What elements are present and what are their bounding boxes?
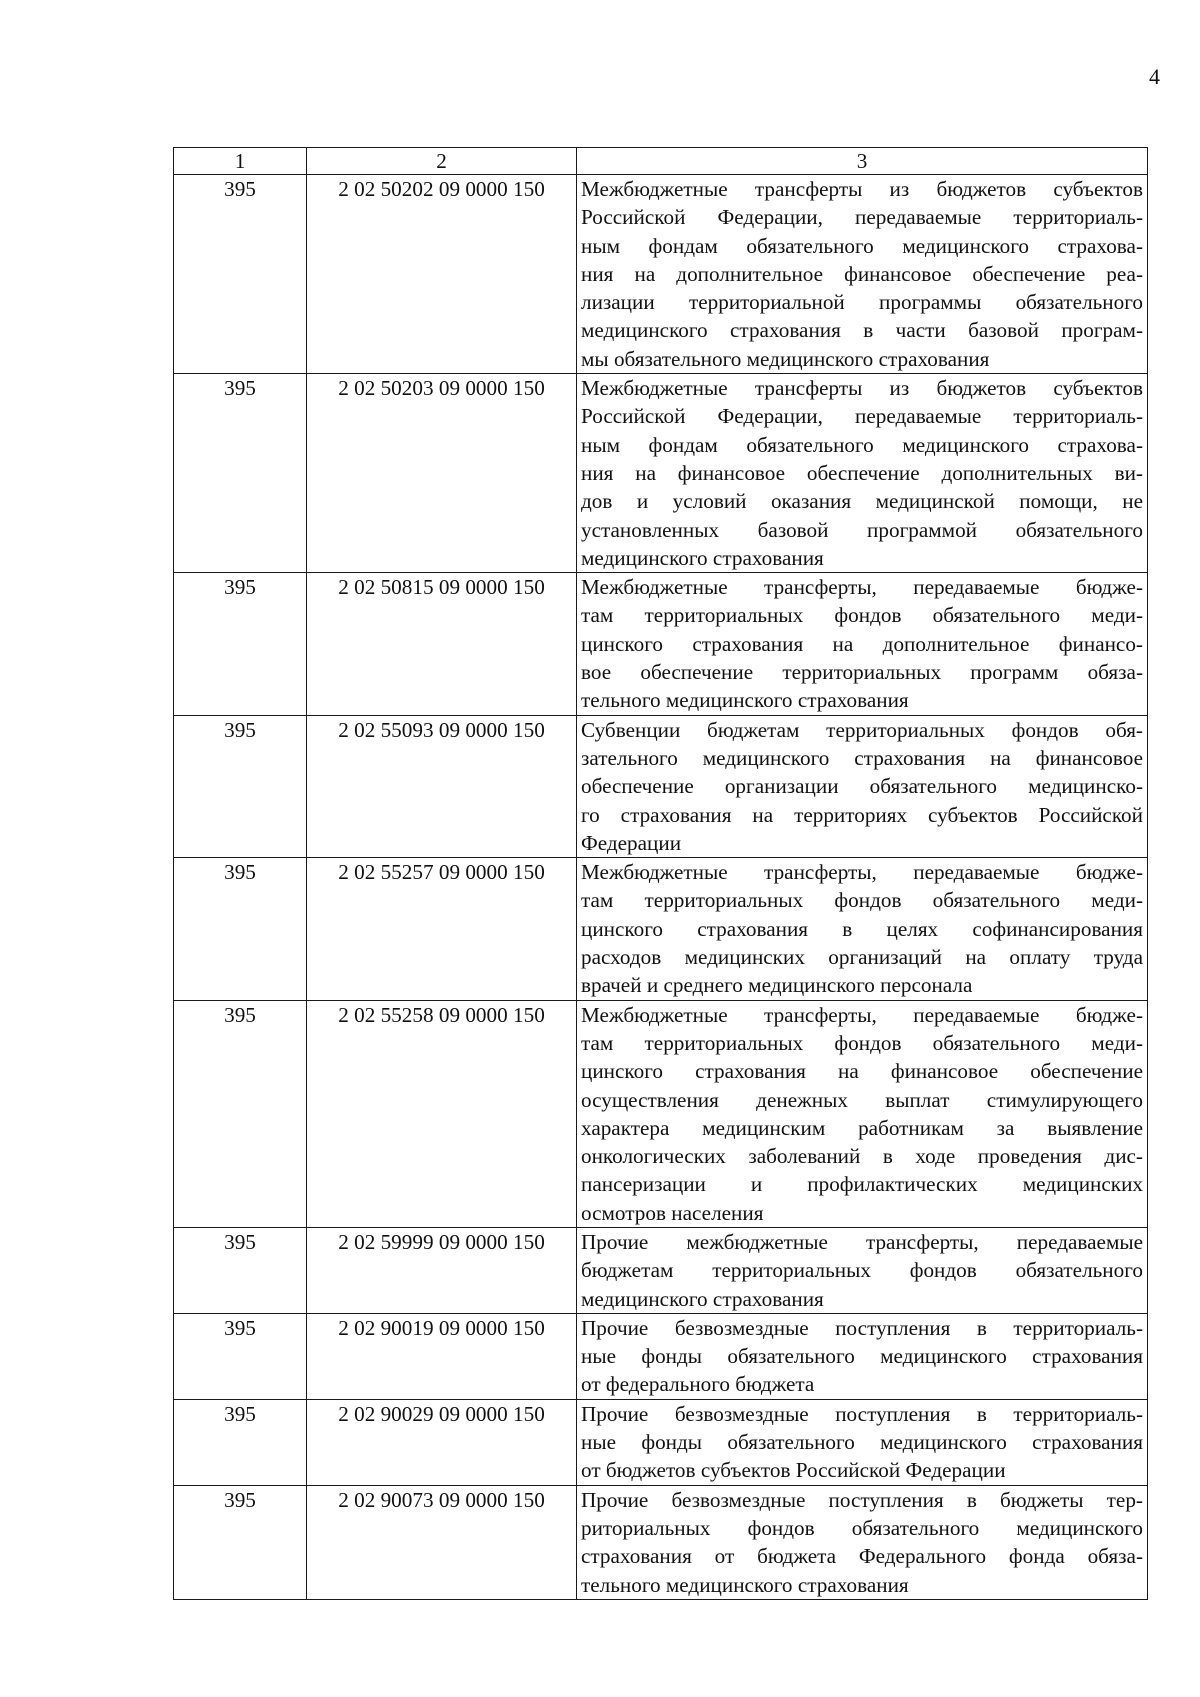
description-line: Прочие безвозмездные поступления в территориаль- xyxy=(581,1315,1143,1340)
description-line: Межбюджетные трансферты из бюджетов субъектов xyxy=(581,177,1143,201)
table-row xyxy=(174,1000,1148,1227)
table-header-row xyxy=(174,148,1148,175)
description-line: тельного медицинского страхования xyxy=(581,688,909,713)
description-line: там территориальных фондов обязательного меди- xyxy=(581,603,1143,628)
admin-code-cell: 395 xyxy=(174,175,307,374)
table-row xyxy=(174,573,1148,715)
description-line: характера медицинским работникам за выявление xyxy=(581,1115,1143,1140)
description-line: мы обязательного медицинского страхования xyxy=(581,346,990,371)
description-line: Федерации xyxy=(581,830,682,855)
income-code-cell: 2 02 50203 09 0000 150 xyxy=(307,374,577,573)
budget-classification-table xyxy=(173,147,1148,1600)
description-cell xyxy=(577,1399,1148,1485)
income-code-cell: 2 02 90019 09 0000 150 xyxy=(307,1313,577,1399)
description-line: дов и условий оказания медицинской помощи, не xyxy=(581,489,1143,514)
description-cell xyxy=(577,573,1148,715)
description-line: Межбюджетные трансферты, передаваемые бюдже- xyxy=(581,575,1143,600)
table-row xyxy=(174,1227,1148,1313)
description-line: медицинского страхования в части базовой програм- xyxy=(581,318,1143,343)
description-line: Прочие безвозмездные поступления в территориаль- xyxy=(581,1401,1143,1426)
description-line: тельного медицинского страхования xyxy=(581,1572,909,1597)
admin-code-cell: 395 xyxy=(174,1485,307,1599)
admin-code-cell: 395 xyxy=(174,715,307,857)
admin-code-cell: 395 xyxy=(174,374,307,573)
income-code-cell: 2 02 55257 09 0000 150 xyxy=(307,858,577,1000)
description-line: врачей и среднего медицинского персонала xyxy=(581,973,973,998)
table-row xyxy=(174,715,1148,857)
description-line: там территориальных фондов обязательного меди- xyxy=(581,1030,1143,1055)
page-number: 4 xyxy=(1149,64,1160,89)
description-line: Российской Федерации, передаваемые территориаль- xyxy=(581,205,1143,230)
description-line: Прочие межбюджетные трансферты, передаваемые xyxy=(581,1229,1143,1254)
table-row xyxy=(174,1313,1148,1399)
description-line: Субвенции бюджетам территориальных фондов обя- xyxy=(581,717,1143,742)
description-line: осуществления денежных выплат стимулирующего xyxy=(581,1087,1143,1112)
admin-code-cell: 395 xyxy=(174,573,307,715)
description-line: пансеризации и профилактических медицинских xyxy=(581,1172,1143,1197)
admin-code-cell: 395 xyxy=(174,1399,307,1485)
description-line: ным фондам обязательного медицинского страхова- xyxy=(581,432,1143,457)
description-cell xyxy=(577,1485,1148,1599)
description-line: риториальных фондов обязательного медицинского xyxy=(581,1515,1143,1540)
table-row xyxy=(174,858,1148,1000)
table-row xyxy=(174,175,1148,374)
income-code-cell: 2 02 90029 09 0000 150 xyxy=(307,1399,577,1485)
table-row xyxy=(174,1485,1148,1599)
description-line: зательного медицинского страхования на финансовое xyxy=(581,745,1143,770)
description-line: Межбюджетные трансферты, передаваемые бюдже- xyxy=(581,1002,1143,1027)
description-line: ния на финансовое обеспечение дополнительных ви- xyxy=(581,460,1143,485)
description-cell xyxy=(577,1313,1148,1399)
description-line: осмотров населения xyxy=(581,1200,764,1225)
description-line: от бюджетов субъектов Российской Федерации xyxy=(581,1458,1006,1483)
description-line: Прочие безвозмездные поступления в бюджеты тер- xyxy=(581,1487,1143,1512)
description-line: ные фонды обязательного медицинского страхования xyxy=(581,1430,1143,1455)
description-cell xyxy=(577,1227,1148,1313)
description-line: ным фондам обязательного медицинского страхова- xyxy=(581,233,1143,258)
description-line: цинского страхования на дополнительное финансо- xyxy=(581,631,1143,656)
description-cell xyxy=(577,374,1148,573)
description-cell xyxy=(577,1000,1148,1227)
description-line: вое обеспечение территориальных программ обяза- xyxy=(581,660,1143,685)
description-line: онкологических заболеваний в ходе проведения дис- xyxy=(581,1144,1143,1169)
description-line: бюджетам территориальных фондов обязательного xyxy=(581,1258,1143,1283)
description-cell xyxy=(577,858,1148,1000)
income-code-cell: 2 02 55258 09 0000 150 xyxy=(307,1000,577,1227)
header-column-1: 1 xyxy=(174,148,307,175)
description-line: ные фонды обязательного медицинского страхования xyxy=(581,1344,1143,1369)
description-line: ния на дополнительное финансовое обеспечение реа- xyxy=(581,261,1143,286)
description-line: страхования от бюджета Федерального фонда обяза- xyxy=(581,1544,1143,1569)
income-code-cell: 2 02 59999 09 0000 150 xyxy=(307,1227,577,1313)
description-line: Российской Федерации, передаваемые территориаль- xyxy=(581,404,1143,429)
description-line: установленных базовой программой обязательного xyxy=(581,517,1143,542)
table-row xyxy=(174,1399,1148,1485)
income-code-cell: 2 02 50202 09 0000 150 xyxy=(307,175,577,374)
description-line: цинского страхования в целях софинансирования xyxy=(581,916,1143,941)
description-line: там территориальных фондов обязательного меди- xyxy=(581,888,1143,913)
admin-code-cell: 395 xyxy=(174,1227,307,1313)
description-line: медицинского страхования xyxy=(581,545,824,570)
admin-code-cell: 395 xyxy=(174,858,307,1000)
income-code-cell: 2 02 90073 09 0000 150 xyxy=(307,1485,577,1599)
description-line: от федерального бюджета xyxy=(581,1372,815,1397)
header-column-3: 3 xyxy=(577,148,1148,175)
description-line: лизации территориальной программы обязательного xyxy=(581,290,1143,315)
admin-code-cell: 395 xyxy=(174,1000,307,1227)
description-cell xyxy=(577,175,1148,374)
description-cell xyxy=(577,715,1148,857)
description-line: обеспечение организации обязательного медицинско- xyxy=(581,774,1143,799)
income-code-cell: 2 02 55093 09 0000 150 xyxy=(307,715,577,857)
table-body xyxy=(174,175,1148,1600)
income-code-cell: 2 02 50815 09 0000 150 xyxy=(307,573,577,715)
admin-code-cell: 395 xyxy=(174,1313,307,1399)
description-line: Межбюджетные трансферты, передаваемые бюдже- xyxy=(581,860,1143,885)
description-line: Межбюджетные трансферты из бюджетов субъектов xyxy=(581,376,1143,401)
description-line: го страхования на территориях субъектов Российской xyxy=(581,802,1143,827)
description-line: цинского страхования на финансовое обеспечение xyxy=(581,1059,1143,1084)
description-line: медицинского страхования xyxy=(581,1286,824,1311)
description-line: расходов медицинских организаций на оплату труда xyxy=(581,945,1143,970)
header-column-2: 2 xyxy=(307,148,577,175)
table-row xyxy=(174,374,1148,573)
